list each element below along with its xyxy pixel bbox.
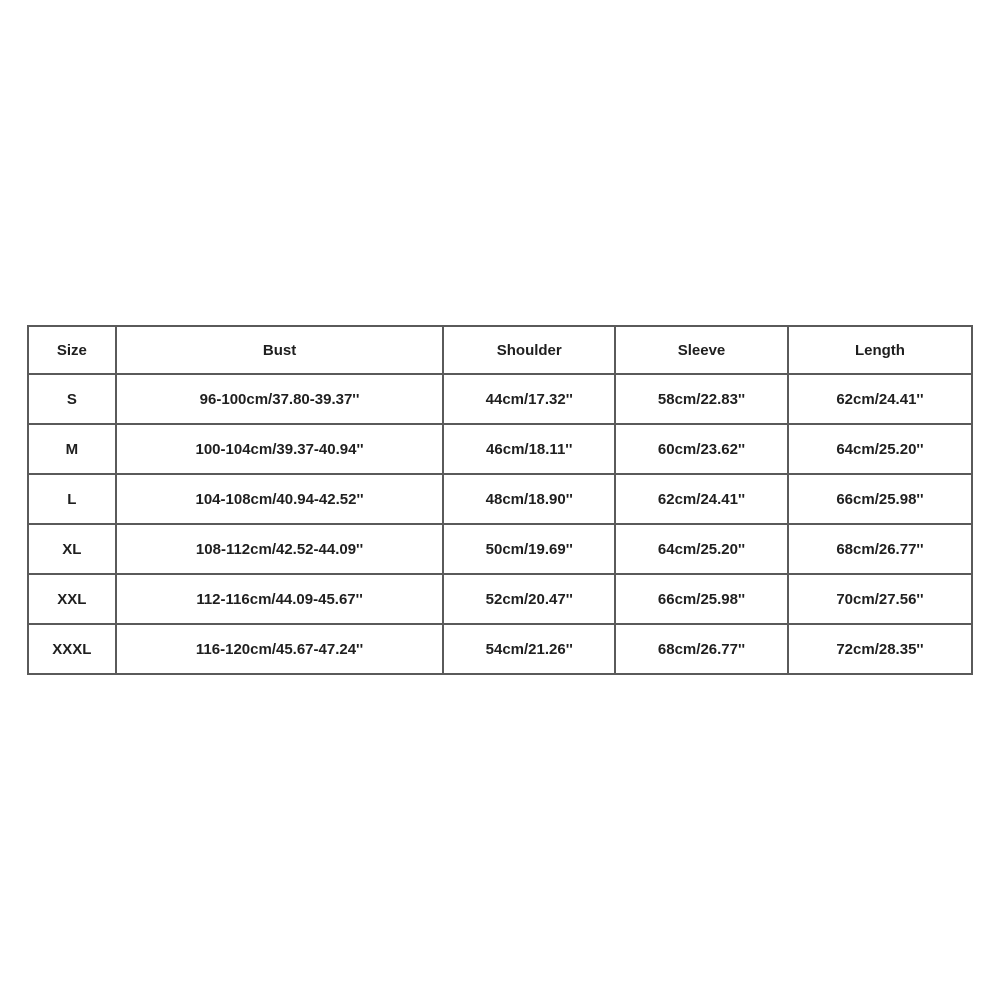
table-row-xxxl [28, 624, 972, 674]
cell-length: 66cm/25.98'' [788, 474, 972, 524]
cell-sleeve: 66cm/25.98'' [615, 574, 788, 624]
size-chart [27, 325, 973, 675]
header-cell-sleeve: Sleeve [615, 326, 788, 374]
table-row-l [28, 474, 972, 524]
table-row-s [28, 374, 972, 424]
cell-size: XXXL [28, 624, 116, 674]
cell-bust: 112-116cm/44.09-45.67'' [116, 574, 444, 624]
header-cell-length: Length [788, 326, 972, 374]
cell-sleeve: 60cm/23.62'' [615, 424, 788, 474]
size-chart-table [27, 325, 973, 675]
cell-bust: 100-104cm/39.37-40.94'' [116, 424, 444, 474]
cell-length: 62cm/24.41'' [788, 374, 972, 424]
header-cell-bust: Bust [116, 326, 444, 374]
cell-bust: 116-120cm/45.67-47.24'' [116, 624, 444, 674]
header-cell-size: Size [28, 326, 116, 374]
cell-shoulder: 48cm/18.90'' [443, 474, 615, 524]
cell-sleeve: 62cm/24.41'' [615, 474, 788, 524]
table-row-xxl [28, 574, 972, 624]
cell-shoulder: 52cm/20.47'' [443, 574, 615, 624]
cell-length: 64cm/25.20'' [788, 424, 972, 474]
cell-sleeve: 64cm/25.20'' [615, 524, 788, 574]
cell-bust: 104-108cm/40.94-42.52'' [116, 474, 444, 524]
table-row-m [28, 424, 972, 474]
cell-length: 68cm/26.77'' [788, 524, 972, 574]
cell-size: S [28, 374, 116, 424]
cell-shoulder: 54cm/21.26'' [443, 624, 615, 674]
header-row [28, 326, 972, 374]
cell-size: XXL [28, 574, 116, 624]
cell-bust: 108-112cm/42.52-44.09'' [116, 524, 444, 574]
header-cell-shoulder: Shoulder [443, 326, 615, 374]
cell-sleeve: 68cm/26.77'' [615, 624, 788, 674]
cell-size: L [28, 474, 116, 524]
cell-shoulder: 50cm/19.69'' [443, 524, 615, 574]
cell-shoulder: 46cm/18.11'' [443, 424, 615, 474]
cell-length: 70cm/27.56'' [788, 574, 972, 624]
cell-bust: 96-100cm/37.80-39.37'' [116, 374, 444, 424]
cell-sleeve: 58cm/22.83'' [615, 374, 788, 424]
cell-size: M [28, 424, 116, 474]
cell-shoulder: 44cm/17.32'' [443, 374, 615, 424]
cell-length: 72cm/28.35'' [788, 624, 972, 674]
cell-size: XL [28, 524, 116, 574]
table-row-xl [28, 524, 972, 574]
